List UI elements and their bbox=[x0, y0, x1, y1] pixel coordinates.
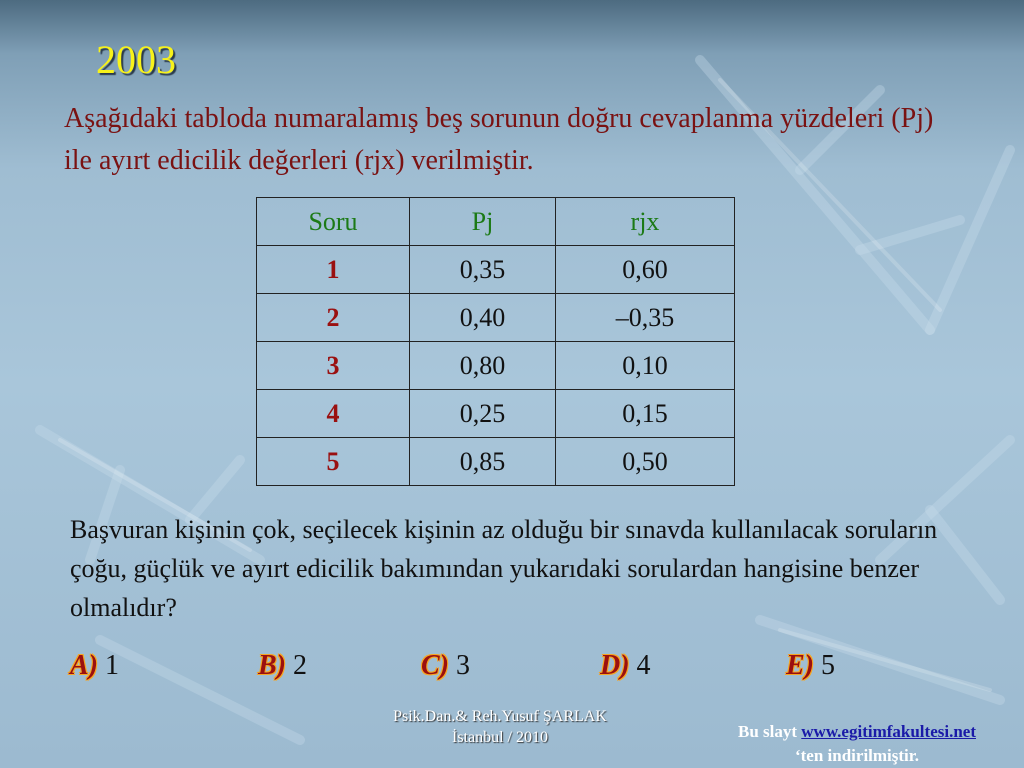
row-number: 4 bbox=[257, 390, 410, 438]
table-row bbox=[257, 438, 735, 486]
rjx-value: 0,15 bbox=[556, 390, 735, 438]
option-b[interactable] bbox=[258, 650, 307, 682]
row-number: 2 bbox=[257, 294, 410, 342]
option-letter: E) bbox=[786, 650, 814, 681]
row-number: 1 bbox=[257, 246, 410, 294]
credit-line-1: Psik.Dan.& Reh.Yusuf ŞARLAK bbox=[393, 708, 607, 725]
option-value: 2 bbox=[293, 650, 307, 681]
pj-value: 0,40 bbox=[410, 294, 556, 342]
option-c[interactable] bbox=[421, 650, 470, 682]
intro-text: Aşağıdaki tabloda numaralamış beş sorunun doğru cevaplanma yüzdeleri (Pj) ile ayırt edicilik değerleri (rjx) verilmiştir. bbox=[64, 103, 934, 176]
option-value: 4 bbox=[636, 650, 651, 681]
rjx-value: 0,10 bbox=[556, 342, 735, 390]
option-a[interactable] bbox=[70, 650, 119, 682]
option-letter: D) bbox=[600, 650, 630, 681]
source-suffix: ‘ten indirilmiştir. bbox=[794, 746, 920, 765]
author-credit bbox=[340, 706, 660, 748]
pj-value: 0,25 bbox=[410, 390, 556, 438]
rjx-value: 0,60 bbox=[556, 246, 735, 294]
option-value: 5 bbox=[821, 650, 835, 681]
table-row bbox=[257, 294, 735, 342]
header-soru: Soru bbox=[257, 198, 410, 246]
data-table bbox=[256, 197, 735, 486]
option-value: 3 bbox=[456, 650, 470, 681]
header-pj: Pj bbox=[410, 198, 556, 246]
row-number: 3 bbox=[257, 342, 410, 390]
pj-value: 0,35 bbox=[410, 246, 556, 294]
option-letter: B) bbox=[258, 650, 286, 681]
row-number: 5 bbox=[257, 438, 410, 486]
table-header-row bbox=[257, 198, 735, 246]
rjx-value: –0,35 bbox=[556, 294, 735, 342]
table-row bbox=[257, 246, 735, 294]
question-text: Başvuran kişinin çok, seçilecek kişinin az olduğu bir sınavda kullanılacak soruların çoğu, güçlük ve ayırt edicilik bakımından yukarıdaki sorulardan hangisine benzer olmalıdır? bbox=[70, 515, 938, 622]
pj-value: 0,85 bbox=[410, 438, 556, 486]
option-e[interactable] bbox=[786, 650, 835, 682]
option-value: 1 bbox=[105, 650, 119, 681]
table-row bbox=[257, 342, 735, 390]
option-letter: C) bbox=[421, 650, 449, 681]
source-prefix: Bu slayt bbox=[737, 722, 798, 741]
source-note bbox=[690, 720, 1024, 768]
option-d[interactable] bbox=[600, 650, 651, 682]
source-link[interactable]: www.egitimfakultesi.net bbox=[801, 722, 976, 741]
pj-value: 0,80 bbox=[410, 342, 556, 390]
option-letter: A) bbox=[70, 650, 98, 681]
rjx-value: 0,50 bbox=[556, 438, 735, 486]
header-rjx: rjx bbox=[556, 198, 735, 246]
credit-line-2: İstanbul / 2010 bbox=[452, 729, 548, 746]
table-row bbox=[257, 390, 735, 438]
slide-year: 2003 bbox=[96, 37, 176, 82]
